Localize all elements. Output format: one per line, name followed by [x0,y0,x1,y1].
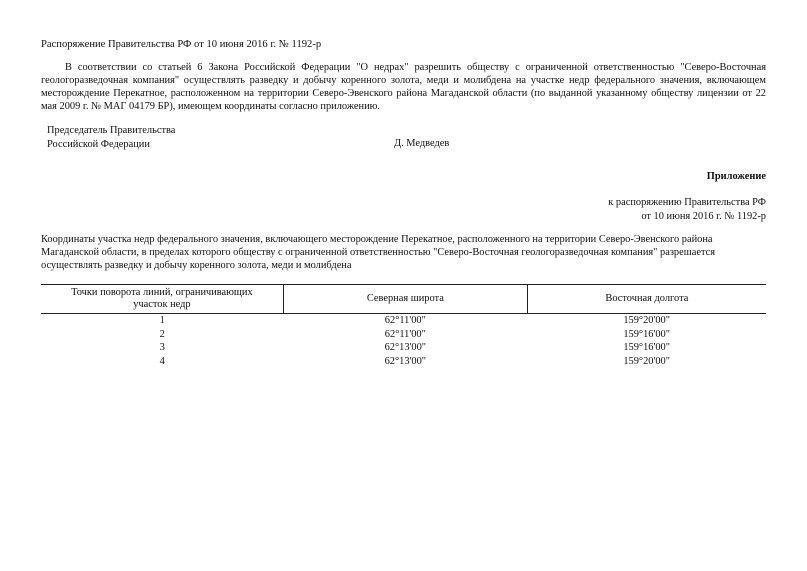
header-longitude: Восточная долгота [527,285,766,314]
table-header-row [41,285,766,314]
cell-point: 3 [159,342,165,353]
appendix-description-line: Магаданской области, в пределах которого обществу с ограниченной ответственностью "Северо-Восточная геологоразведочная компания" разрешается [41,247,716,258]
header-latitude: Северная широта [283,285,527,314]
cell-longitude: 159°16'00" [623,328,670,340]
cell-latitude: 62°13'00" [384,355,427,367]
signatory-name: Д. Медведев [394,138,450,149]
appendix-heading: Приложение [706,171,766,182]
cell-point: 2 [159,328,165,340]
document-title: Распоряжение Правительства РФ от 10 июня 2016 г. № 1192-р [41,39,322,50]
table-row [41,341,766,355]
header-points-line1: Точки поворота линий, ограничивающих [71,286,253,298]
signatory-position [47,124,175,151]
cell-longitude: 159°20'00" [623,355,670,367]
appendix-reference-line1: к распоряжению Правительства РФ [608,197,766,208]
header-points-line2: участок недр [133,299,191,310]
cell-point: 4 [159,355,165,367]
header-points [41,285,283,314]
table-row [41,328,766,342]
cell-longitude: 159°16'00" [623,342,670,353]
body-paragraph: В соответствии со статьей 6 Закона Российской Федерации "О недрах" разрешить обществу с ограниченной ответственностью "Северо-Восточная геологоразведочная компания" осуществлять разведку и добычу коренного золота, меди и молибдена на участке недр федерального значения, включающем месторождение Перекатное, расположенном на территории Северо-Эвенского района Магаданской области (по выданной указанному обществу лицензии от 22 мая 2009 г. № МАГ 04179 БР), имеющем координаты согласно приложению. [41,62,766,112]
cell-latitude: 62°11'00" [384,315,426,326]
coordinates-table [41,284,766,368]
cell-point: 1 [159,315,165,326]
cell-latitude: 62°11'00" [384,328,426,340]
table-row [41,314,766,328]
signatory-position-line2: Российской Федерации [47,138,150,150]
appendix-description [41,233,766,272]
cell-longitude: 159°20'00" [623,315,670,326]
signatory-position-line1: Председатель Правительства [47,125,176,136]
appendix-description-line: осуществлять разведку и добычу коренного золота, меди и молибдена [41,260,352,271]
table-row [41,355,766,369]
signature-block [47,124,767,152]
appendix-reference-line2: от 10 июня 2016 г. № 1192-р [641,210,766,222]
appendix-description-line: Координаты участка недр федерального значения, включающего месторождение Перекатное, расположенного на территории Северо-Эвенского района [41,234,713,245]
appendix-reference [608,196,766,223]
cell-latitude: 62°13'00" [384,342,427,353]
